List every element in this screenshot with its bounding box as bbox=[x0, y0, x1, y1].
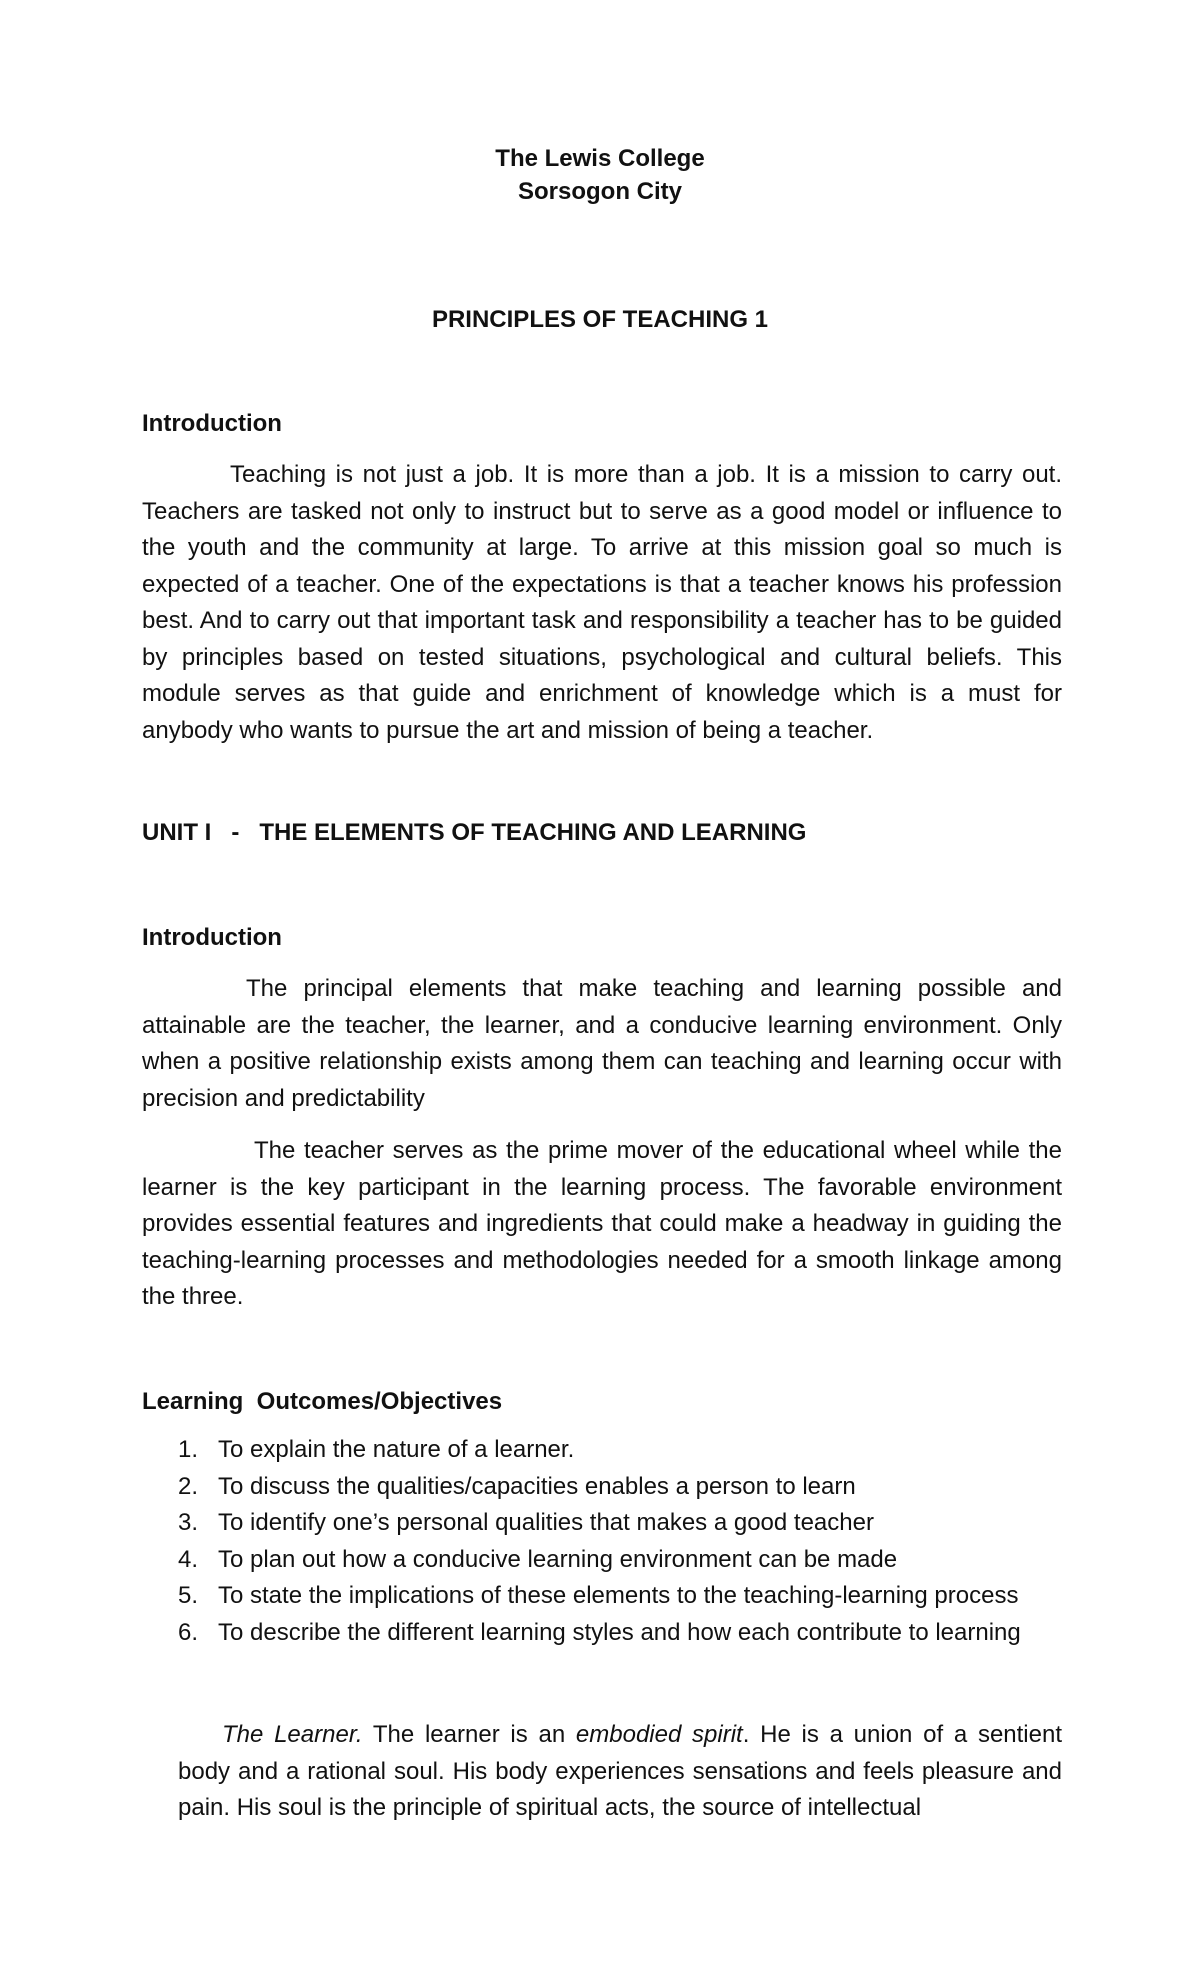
intro-heading: Introduction bbox=[142, 410, 282, 437]
objective-item bbox=[142, 1432, 1082, 1469]
objective-item bbox=[142, 1615, 1082, 1652]
learner-paragraph bbox=[178, 1717, 1062, 1827]
objective-text: To describe the different learning styles and how each contribute to learning bbox=[218, 1618, 1021, 1646]
objective-text: To identify one’s personal qualities that makes a good teacher bbox=[218, 1509, 874, 1536]
institution-city: Sorsogon City bbox=[517, 178, 682, 205]
objective-text: To plan out how a conducive learning environment can be made bbox=[218, 1545, 898, 1573]
unit-teacher-paragraph: The teacher serves as the prime mover of the educational wheel while the learner is the key participant in the learning process. The favorable environment provides essential features and ingredients that could make a headway in guiding the teaching-learning processes and methodologies needed for a smooth linkage among the three. bbox=[142, 1137, 1062, 1310]
objective-text: To discuss the qualities/capacities enables a person to learn bbox=[218, 1472, 856, 1500]
unit-intro-paragraph: The principal elements that make teaching and learning possible and attainable are the teacher, the learner, and a conducive learning environment. Only when a positive relationship exists among them can teaching and learning occur with precision and predictability bbox=[142, 975, 1062, 1112]
objective-item bbox=[142, 1578, 1082, 1615]
learner-lead: The Learner. bbox=[222, 1721, 363, 1748]
unit-intro-heading: Introduction bbox=[142, 924, 282, 951]
objective-text: To explain the nature of a learner. bbox=[218, 1436, 575, 1463]
objective-number: 1. bbox=[178, 1436, 199, 1463]
learner-text-b: . He is a union of a sentient body and a rational soul. His body experiences sensations and feels pleasure and pain. His soul is the principle of spiritual acts, the source of intellectual bbox=[178, 1721, 1062, 1821]
unit-title: UNIT I - THE ELEMENTS OF TEACHING AND LEARNING bbox=[142, 819, 807, 846]
objective-text: To state the implications of these elements to the teaching-learning process bbox=[218, 1582, 1019, 1609]
learner-text-a: The learner is an bbox=[362, 1721, 576, 1748]
objective-item bbox=[142, 1505, 1082, 1542]
intro-paragraph: Teaching is not just a job. It is more than a job. It is a mission to carry out. Teachers are tasked not only to instruct but to serve as a good model or influence to the youth and the community at large. To arrive at this mission goal so much is expected of a teacher. One of the expectations is that a teacher knows his profession best. And to carry out that important task and responsibility a teacher has to be guided by principles based on tested situations, psychological and cultural beliefs. This module serves as that guide and enrichment of knowledge which is a must for anybody who wants to pursue the art and mission of being a teacher. bbox=[142, 461, 1062, 744]
objectives-heading: Learning Outcomes/Objectives bbox=[142, 1388, 503, 1415]
course-title: PRINCIPLES OF TEACHING 1 bbox=[431, 306, 769, 333]
objective-number: 5. bbox=[178, 1582, 199, 1609]
objective-number: 3. bbox=[178, 1509, 199, 1536]
objective-number: 2. bbox=[178, 1472, 199, 1500]
objective-item bbox=[142, 1542, 1082, 1579]
objective-item bbox=[142, 1469, 1082, 1506]
objective-number: 4. bbox=[178, 1545, 199, 1573]
objectives-list bbox=[142, 1432, 1082, 1651]
institution-name: The Lewis College bbox=[495, 145, 705, 172]
objective-number: 6. bbox=[178, 1618, 199, 1646]
learner-emphasis: embodied spirit bbox=[575, 1721, 743, 1748]
